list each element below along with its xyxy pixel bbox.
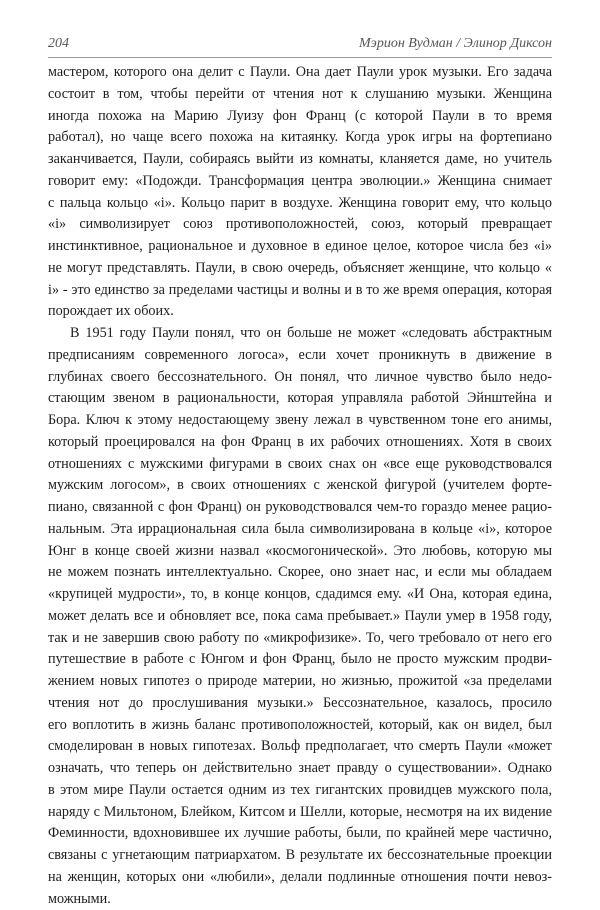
text-line: иногда похожа на Марию Луизу фон Франц (с которой Паули в то время [48, 106, 552, 128]
text-line: порождает их обоих. [48, 301, 552, 323]
text-line: его воплотить в жизнь баланс противоположностей, который, как он видел, был [48, 715, 552, 737]
text-line: Бора. Ключ к этому недостающему звену лежал в чувственном тоне его анимы, [48, 410, 552, 432]
text-line: i» - это единство за пределами частицы и волны и в то же время операция, которая [48, 280, 552, 302]
text-line: не могут представлять. Паули, в свою очередь, объясняет женщине, что кольцо « [48, 258, 552, 280]
text-line: мужским логосом», в своих отношениях с женской фигурой (учителем форте- [48, 475, 552, 497]
text-line: не можем познать интеллектуально. Скорее, оно знает нас, и если мы обладаем [48, 562, 552, 584]
text-line: может делать все и обновляет все, пока сама пребывает.» Паули умер в 1958 году, [48, 606, 552, 628]
text-line: глубинах своего бессознательного. Он понял, что личное чувство было недо- [48, 367, 552, 389]
body-text [48, 62, 552, 910]
text-line: наряду с Мильтоном, Блейком, Китсом и Шелли, которые, несмотря на их видение [48, 802, 552, 824]
text-line: путешествие в работе с Юнгом и фон Франц, было не просто мужским продви- [48, 649, 552, 671]
text-line: с пальца кольцо «i». Кольцо парит в воздухе. Женщина говорит ему, что кольцо [48, 193, 552, 215]
text-line: заканчивается, Паули, собираясь выйти из комнаты, кланяется даме, но учитель [48, 149, 552, 171]
text-line: Юнг в конце своей жизни назвал «космогоничеcкой». Это любовь, которую мы [48, 541, 552, 563]
running-title: Мэрион Вудман / Элинор Диксон [359, 36, 552, 52]
text-line: стающим звеном в рациональности, которая управляла работой Эйнштейна и [48, 388, 552, 410]
running-header [48, 36, 552, 56]
text-line: в этом мире Паули остается одним из тех гигантских провидцев мужского пола, [48, 780, 552, 802]
text-line: инстинктивное, рациональное и духовное в единое целое, которое числа без «i» [48, 236, 552, 258]
text-line: состоит в том, чтобы перейти от чтения нот к слушанию музыки. Женщина [48, 84, 552, 106]
text-line: чтения нот до прослушивания музыки.» Бессознательное, казалось, просило [48, 693, 552, 715]
paragraph [48, 323, 552, 910]
text-line: В 1951 году Паули понял, что он больше не может «следовать абстрактным [48, 323, 552, 345]
text-line: который проецировался на фон Франц в их рабочих отношениях. Хотя в своих [48, 432, 552, 454]
text-line: так и не завершив свою работу по «микрофизике». То, чего требовало от него его [48, 628, 552, 650]
text-line: можными. [48, 889, 552, 910]
text-line: означать, что теперь он действительно знает правду о существовании». Однако [48, 758, 552, 780]
header-rule [48, 57, 552, 58]
page-number: 204 [48, 36, 69, 52]
text-line: пиано, связанной с фон Франц) он руководствовался чем-то гораздо менее рацио- [48, 497, 552, 519]
text-line: нальным. Эта иррациональная сила была символизирована в кольце «i», которое [48, 519, 552, 541]
text-line: предписаниям современного логоса», если хочет проникнуть в движение в [48, 345, 552, 367]
text-line: отношениях с мужскими фигурами в своих снах он «все еще руководствовался [48, 454, 552, 476]
text-line: говорит ему: «Подожди. Трансформация центра эволюции.» Женщина снимает [48, 171, 552, 193]
text-line: жением новых гипотез о природе материи, но жизнью, прожитой «за пределами [48, 671, 552, 693]
text-line: смоделирован в новых гипотезах. Вольф предполагает, что смерть Паули «может [48, 736, 552, 758]
text-line: мастером, которого она делит с Паули. Она дает Паули урок музыки. Его задача [48, 62, 552, 84]
text-line: на женщин, которых они «любили», делали подлинные отношения почти невоз- [48, 867, 552, 889]
text-line: «крупицей мудрости», то, в конце концов, сдадимся ему. «И Она, которая едина, [48, 584, 552, 606]
text-line: «i» символизирует союз противоположностей, союз, который превращает [48, 214, 552, 236]
text-line: Феминности, вдохновившее их лучшие работы, были, по крайней мере частично, [48, 823, 552, 845]
text-line: работал), но чаще всего похожа на китаянку. Когда урок игры на фортепиано [48, 127, 552, 149]
paragraph [48, 62, 552, 323]
text-line: связаны с угнетающим патриархатом. В результате их бессознательные проекции [48, 845, 552, 867]
